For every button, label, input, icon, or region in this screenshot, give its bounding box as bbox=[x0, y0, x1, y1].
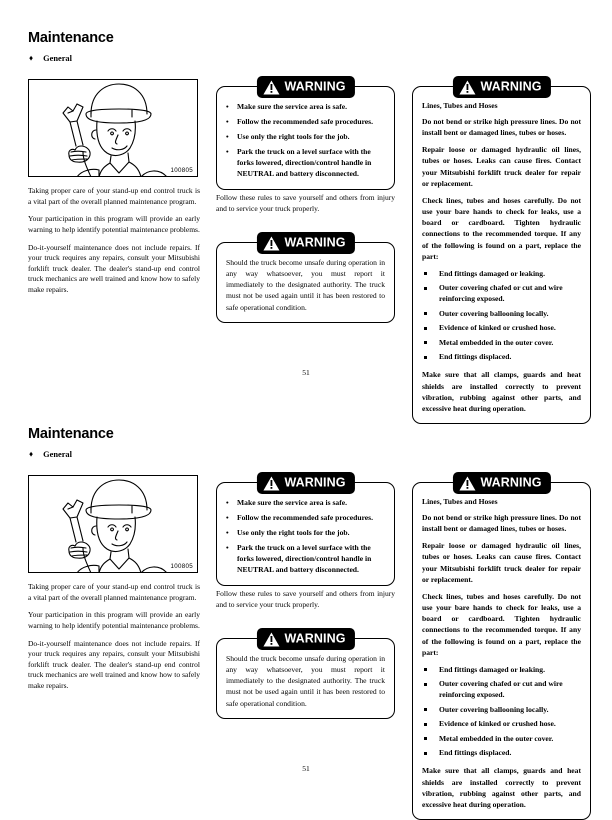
list-item bbox=[422, 322, 581, 333]
left-column-body bbox=[28, 582, 200, 692]
page-section-2 bbox=[0, 396, 612, 809]
square-bullet-icon bbox=[424, 312, 427, 315]
list-item-text: End fittings displaced. bbox=[439, 748, 512, 758]
list-item-text: Metal embedded in the outer cover. bbox=[439, 733, 554, 743]
square-bullet-icon bbox=[424, 356, 427, 359]
warning-banner-label: WARNING bbox=[284, 235, 346, 250]
warning-unsafe-truck-text: Should the truck become unsafe during operation in any way whatsoever, you must report it immediately to the designated authority. The truck must not be used again until it has been restored to safe operational condition. bbox=[226, 258, 385, 312]
interstitial-paragraph: Follow these rules to save yourself and others from injury and to service your truck properly. bbox=[216, 589, 395, 609]
warning-banner bbox=[256, 232, 354, 254]
interstitial-paragraph: Follow these rules to save yourself and others from injury and to service your truck properly. bbox=[216, 193, 395, 213]
square-bullet-icon bbox=[424, 272, 427, 275]
figure-worker-illustration bbox=[28, 475, 198, 573]
section-heading-label: General bbox=[43, 54, 72, 63]
list-item bbox=[422, 268, 581, 279]
page-title: Maintenance bbox=[28, 426, 114, 442]
warning-box-unsafe-truck-frame bbox=[216, 631, 395, 719]
list-item bbox=[226, 116, 385, 127]
warning-triangle-icon bbox=[262, 80, 279, 95]
warning-triangle-icon bbox=[262, 476, 279, 491]
warning-banner bbox=[256, 472, 354, 494]
warning-unsafe-truck-text: Should the truck become unsafe during operation in any way whatsoever, you must report it immediately to the designated authority. The truck must not be used again until it has been restored to safe operational condition. bbox=[226, 654, 385, 708]
list-item bbox=[422, 718, 581, 729]
list-item bbox=[226, 497, 385, 508]
diamond-bullet-icon: ♦ bbox=[29, 449, 34, 458]
square-bullet-icon bbox=[424, 683, 427, 686]
list-item-text: Use only the right tools for the job. bbox=[237, 527, 350, 537]
list-item-text: Evidence of kinked or crushed hose. bbox=[439, 323, 556, 333]
warning-triangle-icon bbox=[262, 632, 279, 647]
warning-banner-label: WARNING bbox=[480, 79, 542, 94]
warning-box-safety-frame bbox=[216, 475, 395, 586]
left-paragraph-3: Do-it-yourself maintenance does not include repairs. If your truck requires any repairs, consult your Mitsubishi forklift truck dealer. The dealer's stand-up end control truck mechanics are well trained and know how to safely make repairs. bbox=[28, 638, 200, 691]
list-item-text: End fittings damaged or leaking. bbox=[439, 664, 545, 674]
square-bullet-icon bbox=[424, 752, 427, 755]
warning-lines-closing-paragraph: Make sure that all clamps, guards and heat shields are installed correctly to prevent vibration, rubbing against other parts, and excessive heat during operation. bbox=[422, 370, 581, 413]
list-item bbox=[422, 733, 581, 744]
warning-triangle-icon bbox=[458, 80, 475, 95]
square-bullet-icon bbox=[424, 668, 427, 671]
warning-banner bbox=[452, 76, 550, 98]
list-item bbox=[422, 282, 581, 304]
bullet-icon: • bbox=[226, 542, 229, 552]
section-heading-label: General bbox=[43, 450, 72, 459]
warning-lines-paragraph-1: Do not bend or strike high pressure lines. Do not install bent or damaged lines, tubes or hoses. bbox=[422, 117, 581, 138]
list-item bbox=[226, 542, 385, 576]
diamond-bullet-icon: ♦ bbox=[29, 53, 34, 62]
list-item bbox=[422, 704, 581, 715]
warning-banner bbox=[256, 628, 354, 650]
list-item-text: End fittings damaged or leaking. bbox=[439, 268, 545, 278]
list-item-text: Park the truck on a level surface with the forks lowered, direction/control handle in NEUTRAL and battery disconnected. bbox=[237, 542, 372, 575]
square-bullet-icon bbox=[424, 341, 427, 344]
list-item bbox=[422, 664, 581, 675]
left-column bbox=[28, 79, 200, 296]
warning-banner bbox=[256, 76, 354, 98]
figure-id-label: 100805 bbox=[170, 167, 193, 174]
bullet-icon: • bbox=[226, 512, 229, 522]
list-item-text: Outer covering ballooning locally. bbox=[439, 308, 549, 318]
list-item bbox=[226, 146, 385, 180]
list-item-text: Follow the recommended safe procedures. bbox=[237, 512, 374, 522]
warning-lines-checklist bbox=[422, 268, 581, 363]
warning-box-unsafe-truck bbox=[216, 235, 395, 323]
warning-banner-label: WARNING bbox=[480, 475, 542, 490]
bullet-icon: • bbox=[226, 498, 229, 507]
square-bullet-icon bbox=[424, 737, 427, 740]
warning-lines-subtitle: Lines, Tubes and Hoses bbox=[422, 497, 498, 506]
warning-lines-paragraph-3: Check lines, tubes and hoses carefully. Do not use your bare hands to check for leaks, use a board or cardboard. Tighten hydraulic connections to the recommended torque. If any of the following is found on a part, replace the part: bbox=[422, 591, 581, 657]
square-bullet-icon bbox=[424, 327, 427, 330]
list-item bbox=[422, 351, 581, 362]
warning-safety-list bbox=[226, 497, 385, 576]
page-number: 51 bbox=[302, 764, 310, 773]
section-heading bbox=[29, 54, 72, 63]
worker-illustration-svg bbox=[29, 476, 198, 573]
list-item bbox=[422, 678, 581, 700]
warning-box-safety-frame bbox=[216, 79, 395, 190]
warning-lines-paragraph-2: Repair loose or damaged hydraulic oil lines, tubes or hoses. Leaks can cause fires. Contact your Mitsubishi forklift truck dealer for repair or replacement. bbox=[422, 145, 581, 188]
bullet-icon: • bbox=[226, 116, 229, 126]
bullet-icon: • bbox=[226, 131, 229, 141]
list-item-text: Outer covering chafed or cut and wire reinforcing exposed. bbox=[439, 283, 563, 304]
left-paragraph-1: Taking proper care of your stand-up end control truck is a vital part of the overall planned maintenance program. bbox=[28, 582, 200, 602]
bullet-icon: • bbox=[226, 102, 229, 111]
warning-banner-label: WARNING bbox=[284, 79, 346, 94]
warning-box-safety bbox=[216, 475, 395, 586]
list-item-text: Use only the right tools for the job. bbox=[237, 131, 350, 141]
warning-lines-closing-paragraph: Make sure that all clamps, guards and heat shields are installed correctly to prevent vibration, rubbing against other parts, and excessive heat during operation. bbox=[422, 766, 581, 809]
warning-banner-label: WARNING bbox=[284, 475, 346, 490]
square-bullet-icon bbox=[424, 723, 427, 726]
left-column-body bbox=[28, 186, 200, 296]
left-paragraph-3: Do-it-yourself maintenance does not include repairs. If your truck requires any repairs, consult your Mitsubishi forklift truck dealer. The dealer's stand-up end control truck mechanics are well trained and know how to safely make repairs. bbox=[28, 242, 200, 295]
list-item bbox=[226, 101, 385, 112]
warning-box-unsafe-truck bbox=[216, 631, 395, 719]
warning-triangle-icon bbox=[262, 236, 279, 251]
figure-id-label: 100805 bbox=[170, 563, 193, 570]
warning-triangle-icon bbox=[458, 476, 475, 491]
list-item-text: Park the truck on a level surface with the forks lowered, direction/control handle in NEUTRAL and battery disconnected. bbox=[237, 146, 372, 179]
figure-worker-illustration bbox=[28, 79, 198, 177]
list-item-text: Outer covering ballooning locally. bbox=[439, 704, 549, 714]
square-bullet-icon bbox=[424, 287, 427, 290]
warning-lines-checklist bbox=[422, 664, 581, 759]
list-item-text: Make sure the service area is safe. bbox=[237, 102, 348, 111]
warning-banner-label: WARNING bbox=[284, 631, 346, 646]
list-item-text: Make sure the service area is safe. bbox=[237, 498, 348, 507]
warning-lines-paragraph-3: Check lines, tubes and hoses carefully. Do not use your bare hands to check for leaks, use a board or cardboard. Tighten hydraulic connections to the recommended torque. If any of the following is found on a part, replace the part: bbox=[422, 195, 581, 261]
warning-box-unsafe-truck-frame bbox=[216, 235, 395, 323]
list-item-text: Outer covering chafed or cut and wire reinforcing exposed. bbox=[439, 679, 563, 700]
warning-safety-list bbox=[226, 101, 385, 180]
bullet-icon: • bbox=[226, 527, 229, 537]
list-item bbox=[422, 337, 581, 348]
left-paragraph-1: Taking proper care of your stand-up end control truck is a vital part of the overall planned maintenance program. bbox=[28, 186, 200, 206]
list-item bbox=[422, 747, 581, 758]
warning-lines-paragraph-1: Do not bend or strike high pressure lines. Do not install bent or damaged lines, tubes or hoses. bbox=[422, 513, 581, 534]
page-title: Maintenance bbox=[28, 30, 114, 46]
warning-lines-paragraph-2: Repair loose or damaged hydraulic oil lines, tubes or hoses. Leaks can cause fires. Contact your Mitsubishi forklift truck dealer for repair or replacement. bbox=[422, 541, 581, 584]
list-item-text: Evidence of kinked or crushed hose. bbox=[439, 719, 556, 729]
left-paragraph-2: Your participation in this program will provide an early warning to help identify potential maintenance problems. bbox=[28, 214, 200, 234]
square-bullet-icon bbox=[424, 708, 427, 711]
warning-lines-subtitle: Lines, Tubes and Hoses bbox=[422, 101, 498, 110]
list-item bbox=[226, 131, 385, 142]
left-paragraph-2: Your participation in this program will provide an early warning to help identify potential maintenance problems. bbox=[28, 610, 200, 630]
list-item-text: Metal embedded in the outer cover. bbox=[439, 337, 554, 347]
bullet-icon: • bbox=[226, 146, 229, 156]
warning-banner bbox=[452, 472, 550, 494]
section-heading bbox=[29, 450, 72, 459]
left-column bbox=[28, 475, 200, 692]
page-number: 51 bbox=[302, 368, 310, 377]
list-item-text: End fittings displaced. bbox=[439, 352, 512, 362]
list-item bbox=[226, 527, 385, 538]
worker-illustration-svg bbox=[29, 80, 198, 177]
list-item-text: Follow the recommended safe procedures. bbox=[237, 116, 374, 126]
list-item bbox=[226, 512, 385, 523]
warning-box-safety bbox=[216, 79, 395, 190]
list-item bbox=[422, 308, 581, 319]
